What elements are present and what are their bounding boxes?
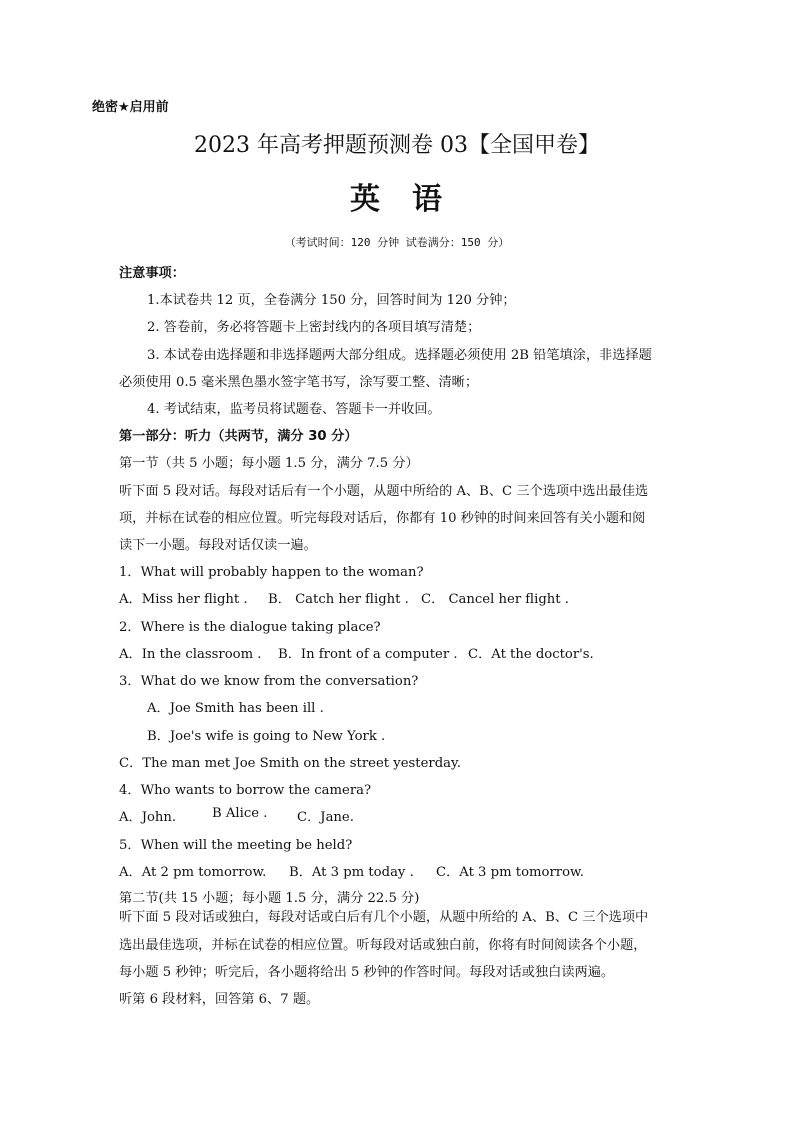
q2-option-a: A．In the classroom .: [119, 647, 262, 662]
notice-item-3: 3. 本试卷由选择题和非选择题两大部分组成。选择题必须使用 2B 铅笔填涂，非选择题: [147, 348, 652, 363]
q3-option-b: B．Joe's wife is going to New York .: [147, 729, 386, 744]
question-2: 2．Where is the dialogue taking place?: [119, 620, 381, 635]
q5-option-c: C．At 3 pm tomorrow.: [436, 865, 584, 880]
q1-option-c: C． Cancel her flight .: [421, 592, 569, 607]
notice-item-4: 4. 考试结束，监考员将试题卷、答题卡一并收回。: [147, 402, 441, 417]
question-5: 5．When will the meeting be held?: [119, 838, 353, 853]
notice-item-3-cont: 必须使用 0.5 毫米黑色墨水签字笔书写，涂写要工整、清晰；: [119, 375, 479, 390]
subject-char-2: 语: [412, 182, 444, 217]
q2-option-b: B．In front of a computer .: [278, 647, 458, 662]
q4-option-c: C．Jane.: [297, 810, 354, 825]
section1-instr-line-3: 读下一小题。每段对话仅读一遍。: [119, 538, 317, 553]
secret-label: 绝密★启用前: [92, 100, 169, 115]
q2-option-c: C．At the doctor's.: [468, 647, 594, 662]
q1-option-b: B． Catch her flight .: [268, 592, 409, 607]
part1-heading: 第一部分：听力（共两节，满分 30 分）: [119, 429, 358, 444]
notice-item-1: 1.本试卷共 12 页，全卷满分 150 分，回答时间为 120 分钟；: [147, 293, 516, 308]
material-line: 听第 6 段材料，回答第 6、7 题。: [119, 992, 320, 1007]
q4-option-a: A．John.: [119, 810, 177, 825]
section2-instr-line-3: 每小题 5 秒钟；听完后，各小题将给出 5 秒钟的作答时间。每段对话或独白读两遍。: [119, 965, 615, 980]
question-3: 3．What do we know from the conversation?: [119, 674, 419, 689]
notice-heading: 注意事项：: [119, 266, 185, 281]
q3-option-a: A．Joe Smith has been ill .: [147, 701, 324, 716]
section2-heading: 第二节(共 15 小题；每小题 1.5 分，满分 22.5 分): [119, 891, 420, 906]
section1-instr-line-2: 项，并标在试卷的相应位置。听完每段对话后，你都有 10 秒钟的时间来回答有关小题和阅: [119, 511, 646, 526]
notice-item-2: 2. 答卷前，务必将答题卡上密封线内的各项目填写清楚；: [147, 320, 481, 335]
section1-instr-line-1: 听下面 5 段对话。每段对话后有一个小题，从题中所给的 A、B、C 三个选项中选出最佳选: [119, 484, 649, 499]
subject-char-1: 英: [350, 182, 382, 217]
exam-time-info: （考试时间：120 分钟 试卷满分：150 分）: [284, 236, 510, 249]
subject-title: [0, 174, 794, 218]
q5-option-a: A．At 2 pm tomorrow.: [119, 865, 267, 880]
q1-option-a: A．Miss her flight .: [119, 592, 248, 607]
section1-heading: 第一节（共 5 小题；每小题 1.5 分，满分 7.5 分）: [119, 456, 419, 471]
question-1: 1．What will probably happen to the woman?: [119, 565, 424, 580]
section2-instr-line-1: 听下面 5 段对话或独白，每段对话或白后有几个小题，从题中所给的 A、B、C 三个选项中: [119, 910, 649, 925]
q4-option-b: B Alice .: [212, 806, 268, 821]
exam-title: 2023 年高考押题预测卷 03【全国甲卷】: [194, 133, 600, 158]
q3-option-c: C．The man met Joe Smith on the street yesterday.: [119, 756, 461, 771]
question-4: 4．Who wants to borrow the camera?: [119, 783, 372, 798]
q5-option-b: B．At 3 pm today .: [289, 865, 414, 880]
section2-instr-line-2: 选出最佳选项，并标在试卷的相应位置。听每段对话或独白前，你将有时间阅读各个小题，: [119, 938, 647, 953]
